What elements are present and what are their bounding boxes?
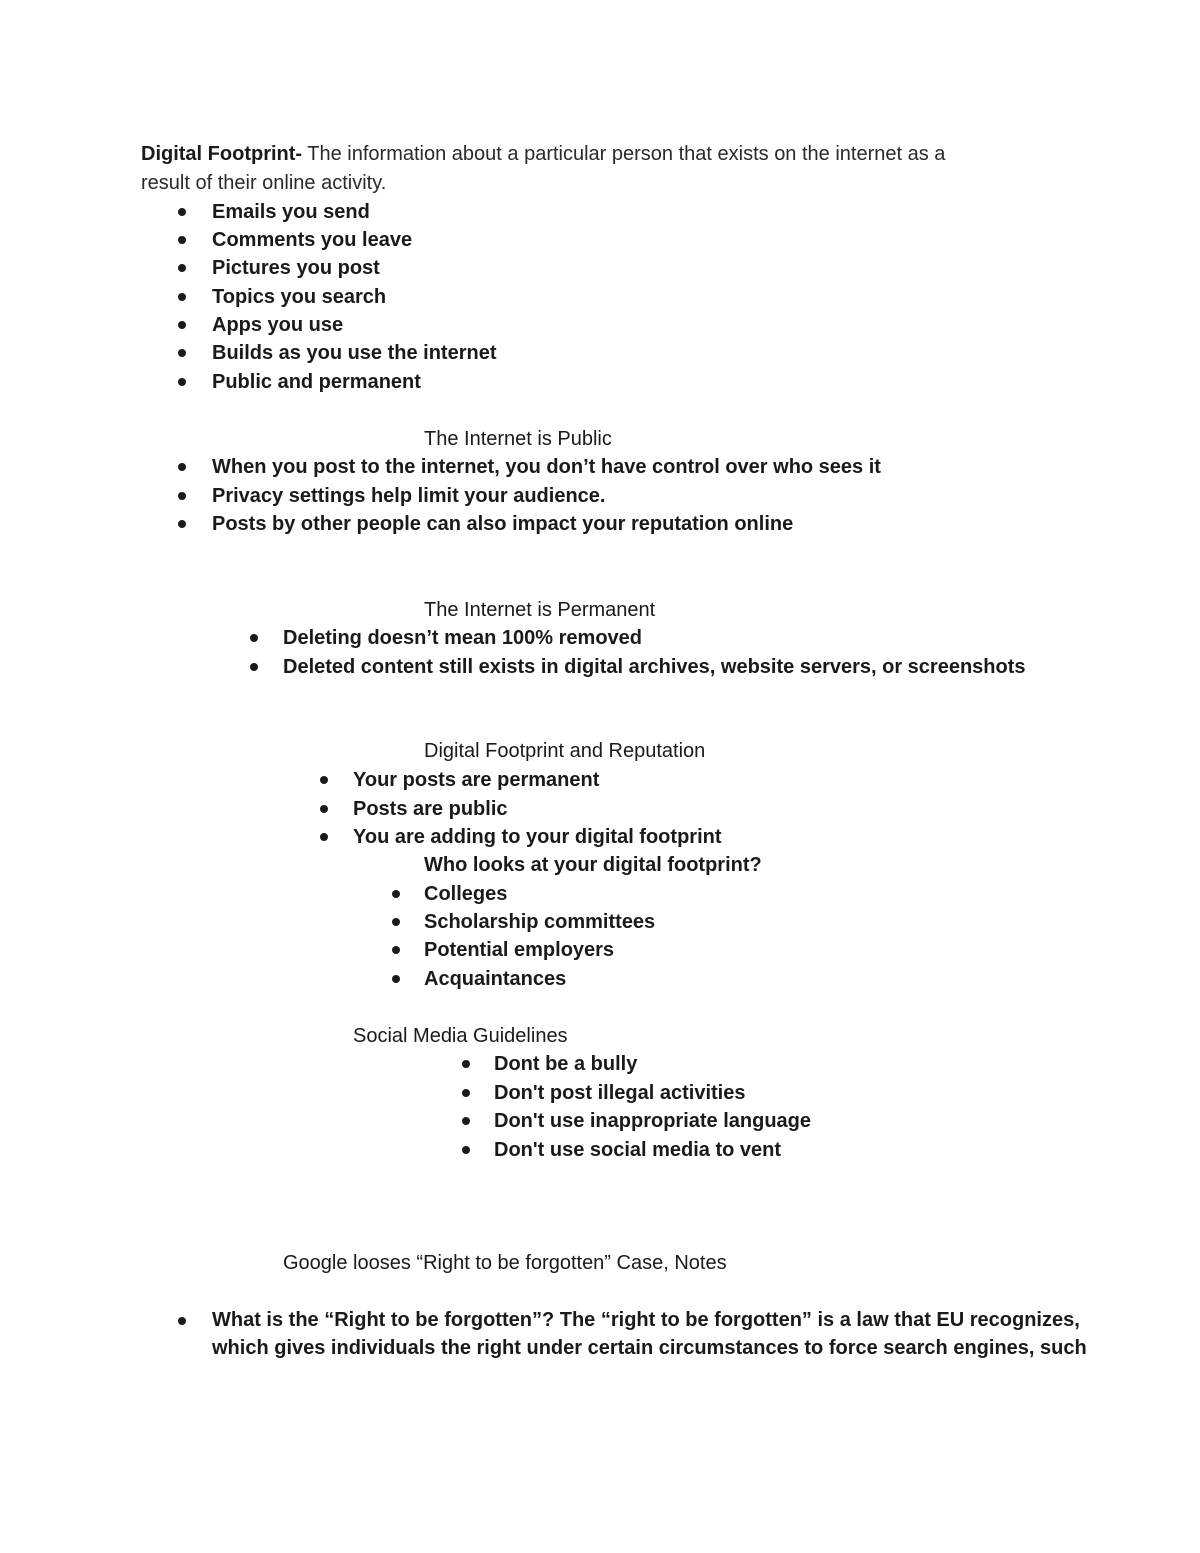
list-item: Builds as you use the internet <box>212 342 497 364</box>
reputation-subheading: Who looks at your digital footprint? <box>424 854 762 876</box>
definition-text-1: The information about a particular person that exists on the internet as a <box>302 143 946 165</box>
list-item: Colleges <box>424 883 508 905</box>
bullet-icon <box>392 975 400 983</box>
bullet-icon <box>462 1060 470 1068</box>
bullet-icon <box>178 520 186 528</box>
bullet-icon <box>250 634 258 642</box>
reputation-heading: Digital Footprint and Reputation <box>424 740 706 762</box>
definition-line-1 <box>141 140 945 168</box>
bullet-icon <box>462 1146 470 1154</box>
bullet-icon <box>178 293 186 301</box>
list-item: Scholarship committees <box>424 911 656 933</box>
bullet-icon <box>250 663 258 671</box>
list-item: Apps you use <box>212 314 344 336</box>
list-item-line-1: What is the “Right to be forgotten”? The “right to be forgotten” is a law that EU recognizes, <box>212 1309 1080 1331</box>
list-item: Your posts are permanent <box>353 769 600 791</box>
list-item: Don't use inappropriate language <box>494 1110 812 1132</box>
bullet-icon <box>178 463 186 471</box>
list-item: Potential employers <box>424 939 615 961</box>
bullet-icon <box>462 1089 470 1097</box>
list-item: Emails you send <box>212 201 370 223</box>
list-item: Deleted content still exists in digital archives, website servers, or screenshots <box>283 656 1026 678</box>
public-heading: The Internet is Public <box>424 428 612 450</box>
bullet-icon <box>320 805 328 813</box>
list-item: Comments you leave <box>212 229 413 251</box>
list-item: You are adding to your digital footprint <box>353 826 722 848</box>
list-item: Posts are public <box>353 798 508 820</box>
bullet-icon <box>392 890 400 898</box>
bullet-icon <box>178 236 186 244</box>
bullet-icon <box>178 492 186 500</box>
list-item: Public and permanent <box>212 371 421 393</box>
bullet-icon <box>178 349 186 357</box>
bullet-icon <box>320 776 328 784</box>
bullet-icon <box>178 1317 186 1325</box>
bullet-icon <box>392 918 400 926</box>
bullet-icon <box>178 378 186 386</box>
list-item: Pictures you post <box>212 257 380 279</box>
list-item: Deleting doesn’t mean 100% removed <box>283 627 643 649</box>
definition-text-2: result of their online activity. <box>141 172 387 194</box>
list-item-line-2: which gives individuals the right under certain circumstances to force search engines, such <box>212 1337 1087 1359</box>
bullet-icon <box>178 321 186 329</box>
google-heading: Google looses “Right to be forgotten” Case, Notes <box>283 1252 727 1274</box>
bullet-icon <box>178 208 186 216</box>
list-item: Dont be a bully <box>494 1053 638 1075</box>
bullet-icon <box>320 833 328 841</box>
list-item: Privacy settings help limit your audience. <box>212 485 606 507</box>
list-item: Acquaintances <box>424 968 567 990</box>
list-item: Posts by other people can also impact your reputation online <box>212 513 794 535</box>
bullet-icon <box>392 946 400 954</box>
permanent-heading: The Internet is Permanent <box>424 599 656 621</box>
list-item: Don't use social media to vent <box>494 1139 782 1161</box>
list-item: Topics you search <box>212 286 387 308</box>
bullet-icon <box>178 264 186 272</box>
bullet-icon <box>462 1117 470 1125</box>
list-item: Don't post illegal activities <box>494 1082 746 1104</box>
definition-term: Digital Footprint- <box>141 143 303 165</box>
guidelines-heading: Social Media Guidelines <box>353 1025 568 1047</box>
list-item: When you post to the internet, you don’t have control over who sees it <box>212 456 881 478</box>
